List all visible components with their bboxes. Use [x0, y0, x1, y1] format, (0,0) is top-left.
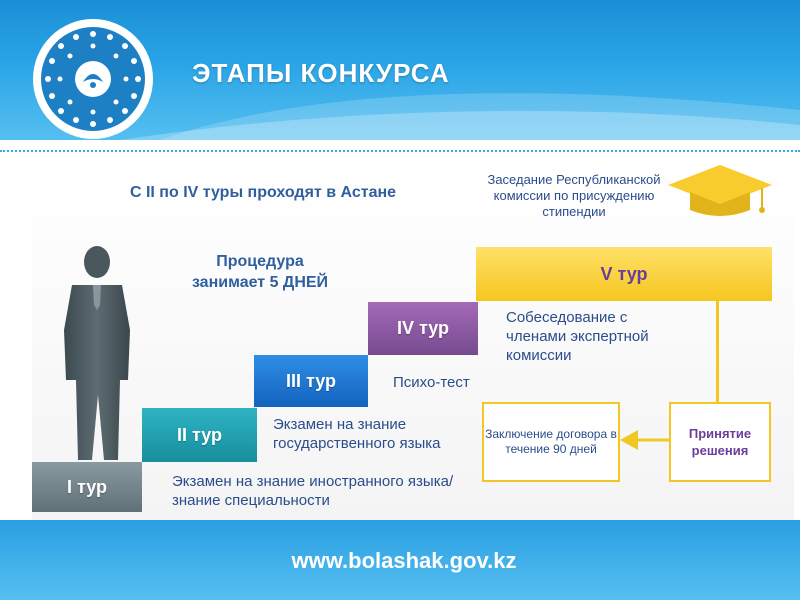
step-3: III тур	[254, 355, 368, 407]
step-5: V тур	[476, 247, 772, 301]
step-4-description: Собеседование с членами экспертной комиссии	[506, 309, 649, 364]
step-2-description: Экзамен на знание государственного языка	[273, 416, 441, 452]
location-text: С II по IV туры проходят в Астане	[129, 184, 397, 201]
step-1: I тур	[32, 462, 142, 512]
page-title: ЭТАПЫ КОНКУРСА	[192, 58, 450, 88]
step-1-description: Экзамен на знание иностранного языка/знание специальности	[172, 473, 454, 509]
step-4: IV тур	[368, 302, 478, 355]
bolashak-logo-icon	[28, 14, 158, 144]
header-divider	[0, 150, 800, 152]
decision-box: Принятие решения	[669, 402, 771, 482]
step-2: II тур	[142, 408, 257, 462]
contract-box: Заключение договора в течение 90 дней	[482, 402, 620, 482]
step-3-description: Психо-тест	[393, 374, 470, 391]
procedure-line-2: занимает 5 ДНЕЙ	[191, 274, 329, 291]
step-5-description: Заседание Республиканской комиссии по присуждению стипендии	[487, 172, 661, 219]
procedure-line-1: Процедура	[216, 253, 304, 270]
website-url[interactable]: www.bolashak.gov.kz	[291, 548, 517, 573]
connector-line	[716, 301, 719, 402]
